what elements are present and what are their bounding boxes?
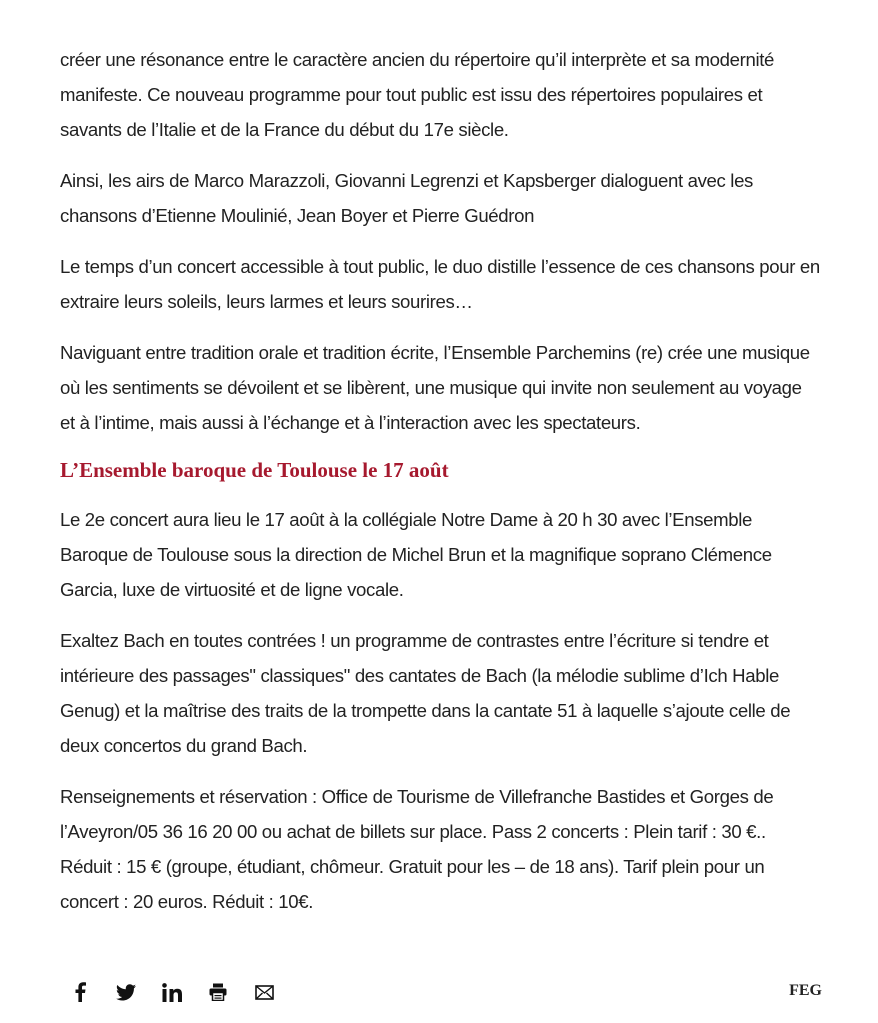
article-paragraph: Le temps d’un concert accessible à tout public, le duo distille l’essence de ces chansons pour en extraire leurs soleils, leurs larmes et leurs sourires… xyxy=(60,256,820,312)
article-paragraph: Ainsi, les airs de Marco Marazzoli, Giovanni Legrenzi et Kapsberger dialoguent avec les chansons d’Etienne Moulinié, Jean Boyer et Pierre Guédron xyxy=(60,170,754,226)
section-heading: L’Ensemble baroque de Toulouse le 17 août xyxy=(60,458,449,482)
email-icon[interactable] xyxy=(252,980,276,1004)
twitter-icon[interactable] xyxy=(114,980,138,1004)
article-body xyxy=(60,42,820,935)
share-bar xyxy=(68,979,276,1005)
author-initials: FEG xyxy=(789,982,822,999)
article-paragraph: Exaltez Bach en toutes contrées ! un programme de contrastes entre l’écriture si tendre et intérieure des passages" classiques" des cantates de Bach (la mélodie sublime d’Ich Hable Genug) et la maîtrise des traits de la trompette dans la cantate 51 à laquelle s’ajoute celle de deux concertos du grand Bach. xyxy=(60,630,791,756)
article-paragraph: Le 2e concert aura lieu le 17 août à la collégiale Notre Dame à 20 h 30 avec l’Ensemble Baroque de Toulouse sous la direction de Michel Brun et la magnifique soprano Clémence Garcia, luxe de virtuosité et de ligne vocale. xyxy=(60,509,772,600)
linkedin-icon[interactable] xyxy=(160,980,184,1004)
print-icon[interactable] xyxy=(206,980,230,1004)
article-paragraph: Renseignements et réservation : Office de Tourisme de Villefranche Bastides et Gorges de l’Aveyron/05 36 16 20 00 ou achat de billets sur place. Pass 2 concerts : Plein tarif : 30 €.. Réduit : 15 € (groupe, étudiant, chômeur. Gratuit pour les – de 18 ans). Tarif plein pour un concert : 20 euros. Réduit : 10€. xyxy=(60,786,774,912)
facebook-icon[interactable] xyxy=(68,980,92,1004)
article-paragraph: créer une résonance entre le caractère ancien du répertoire qu’il interprète et sa modernité manifeste. Ce nouveau programme pour tout public est issu des répertoires populaires et savants de l’Italie et de la France du début du 17e siècle. xyxy=(60,49,775,140)
article-paragraph: Naviguant entre tradition orale et tradition écrite, l’Ensemble Parchemins (re) crée une musique où les sentiments se dévoilent et se libèrent, une musique qui invite non seulement au voyage et à l’intime, mais aussi à l’échange et à l’interaction avec les spectateurs. xyxy=(60,342,810,433)
